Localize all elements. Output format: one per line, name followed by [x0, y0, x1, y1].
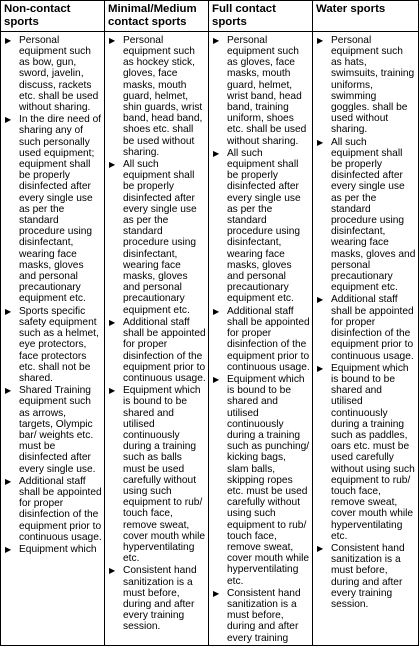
bullet-text: Additional staff shall be appointed for proper disinfection of the equipment prior to continuous usage.	[331, 294, 414, 362]
bullet-item	[212, 148, 310, 305]
bullet-arrow-icon: ▶	[5, 386, 12, 396]
bullet-arrow-icon: ▶	[317, 543, 324, 553]
cell-non-contact	[1, 31, 105, 645]
bullet-arrow-icon: ▶	[5, 35, 12, 45]
bullet-text: All such equipment shall be properly disinfected after every single use as per the standard procedure using disinfectant, wearing face masks, gloves and personal precautionary equipment etc.	[123, 159, 197, 316]
bullet-item	[4, 476, 102, 543]
bullet-item	[316, 35, 416, 136]
bullet-arrow-icon: ▶	[213, 588, 220, 598]
column-header-water: Water sports	[313, 1, 419, 32]
bullet-text: All such equipment shall be properly disinfected after every single use as per the standard procedure using disinfectant, wearing face masks, gloves and personal precautionary equipment etc.	[331, 136, 416, 294]
bullet-arrow-icon: ▶	[109, 160, 116, 170]
bullet-text: Personal equipment such as gloves, face masks, mouth guard, helmet, wrist band, head band, training uniform, shoes etc. shall be used without sharing.	[227, 34, 307, 147]
cell-water	[313, 31, 419, 645]
bullet-text: Consistent hand sanitization is a must before, during and after every training session.	[123, 565, 197, 633]
bullet-text: Additional staff shall be appointed for proper disinfection of the equipment prior to continuous usage.	[19, 475, 102, 543]
cell-full-contact	[209, 31, 313, 645]
bullet-item	[212, 374, 310, 587]
bullet-arrow-icon: ▶	[5, 544, 12, 554]
bullet-list-minimal-medium	[108, 35, 206, 633]
cell-minimal-medium	[105, 31, 209, 645]
bullet-item	[4, 35, 102, 113]
bullet-arrow-icon: ▶	[109, 386, 116, 396]
bullet-item	[4, 385, 102, 475]
bullet-text: Additional staff shall be appointed for proper disinfection of the equipment prior to continuous usage.	[227, 305, 310, 373]
bullet-text: Equipment which is bound to be shared and utilised continuously during a training such as balls must be used carefully without using such equipment to rub/ touch face, remove sweat, cover mouth while hyperventilating etc.	[123, 385, 206, 565]
bullet-item	[316, 363, 416, 542]
bullet-arrow-icon: ▶	[213, 374, 220, 384]
guidelines-row	[1, 31, 419, 645]
bullet-text: Sports specific safety equipment such as a helmet, eye protectors, face protectors etc. shall not be shared.	[19, 305, 99, 384]
bullet-text: Consistent hand sanitization is a must before, during and after every training session.	[331, 542, 405, 610]
bullet-item	[108, 35, 206, 158]
bullet-item	[108, 385, 206, 564]
bullet-text: Personal equipment such as hats, swimsuits, training uniforms, swimming goggles. shall be used without sharing.	[331, 34, 415, 136]
bullet-item	[108, 317, 206, 384]
bullet-arrow-icon: ▶	[5, 306, 12, 316]
bullet-list-non-contact	[4, 35, 102, 555]
bullet-arrow-icon: ▶	[109, 317, 116, 327]
bullet-item	[212, 306, 310, 373]
bullet-text: Equipment which is bound to be shared and utilised continuously during a training such as paddles, oars etc. must be used carefully without using such equipment to rub/ touch face, remove sweat, cover mouth while hyperventilating etc.	[331, 362, 415, 542]
header-row	[1, 1, 419, 32]
bullet-item	[212, 588, 310, 644]
bullet-arrow-icon: ▶	[213, 148, 220, 158]
bullet-arrow-icon: ▶	[5, 115, 12, 125]
bullet-text: Personal equipment such as hockey stick, gloves, face masks, mouth guard, helmet, shin guards, wrist band, head band, shoes etc. shall be used without sharing.	[123, 34, 203, 158]
bullet-item	[316, 543, 416, 610]
bullet-text: All such equipment shall be properly disinfected after every single use as per the standard procedure using disinfectant, wearing face masks, gloves and personal precautionary equipment etc.	[227, 147, 301, 305]
bullet-list-water	[316, 35, 416, 610]
bullet-item	[108, 159, 206, 316]
column-header-minimal-medium: Minimal/Medium contact sports	[105, 1, 209, 32]
bullet-item	[4, 114, 102, 304]
bullet-item	[4, 306, 102, 384]
bullet-arrow-icon: ▶	[317, 363, 324, 373]
column-header-non-contact: Non-contact sports	[1, 1, 105, 32]
bullet-item	[108, 565, 206, 632]
bullet-list-full-contact	[212, 35, 310, 644]
bullet-item	[4, 544, 102, 555]
bullet-text: Additional staff shall be appointed for proper disinfection of the equipment prior to continuous usage.	[123, 316, 206, 384]
bullet-item	[316, 137, 416, 294]
bullet-arrow-icon: ▶	[109, 35, 116, 45]
bullet-arrow-icon: ▶	[109, 566, 116, 576]
bullet-arrow-icon: ▶	[317, 137, 324, 147]
bullet-arrow-icon: ▶	[213, 306, 220, 316]
bullet-arrow-icon: ▶	[213, 35, 220, 45]
column-header-full-contact: Full contact sports	[209, 1, 313, 32]
bullet-item	[212, 35, 310, 147]
bullet-arrow-icon: ▶	[5, 476, 12, 486]
bullet-text: Personal equipment such as bow, gun, sword, javelin, discuss, rackets etc. shall be used without sharing.	[19, 34, 99, 114]
bullet-item	[316, 294, 416, 361]
bullet-text: Equipment which	[19, 543, 97, 555]
bullet-text: Consistent hand sanitization is a must before, during and after every training	[227, 587, 301, 644]
bullet-text: In the dire need of sharing any of such personally used equipment; equipment shall be properly disinfected after every single use as per the standard procedure using disinfectant, wearing face masks, gloves and personal precautionary equipment etc.	[19, 114, 102, 305]
bullet-text: Shared Training equipment such as arrows, targets, Olympic bar/ weights etc. must be disinfected after every single use.	[19, 385, 96, 475]
bullet-text: Equipment which is bound to be shared and utilised continuously during a training such as punching/ kicking bags, slam balls, skipping ropes etc. must be used carefully without using such equipment to rub/ touch face, remove sweat, cover mouth while hyperventilating etc.	[227, 373, 310, 587]
bullet-arrow-icon: ▶	[317, 35, 324, 45]
bullet-arrow-icon: ▶	[317, 295, 324, 305]
